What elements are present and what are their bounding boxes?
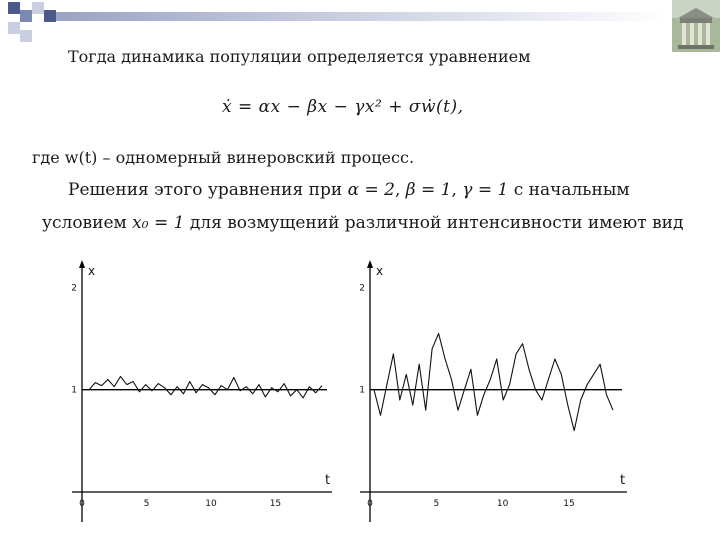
x-tick-label: 15 xyxy=(269,499,282,509)
x-axis-label: t xyxy=(620,473,626,488)
solution-plots xyxy=(0,255,720,540)
deco-square xyxy=(32,2,44,14)
solution-sentence-line1 xyxy=(68,180,630,200)
building-photo xyxy=(672,0,720,52)
x-tick-label: 10 xyxy=(496,499,509,509)
alpha-value: α = 2 xyxy=(347,180,395,200)
separator: , xyxy=(451,180,463,200)
y-tick-label: 1 xyxy=(359,385,365,396)
x-tick-label: 5 xyxy=(143,499,150,509)
separator: , xyxy=(394,180,406,200)
y-axis-arrow-icon xyxy=(79,260,85,268)
x-tick-label: 15 xyxy=(563,499,575,509)
wiener-definition: где w(t) – одномерный винеровский процесс. xyxy=(32,148,415,167)
y-tick-label: 2 xyxy=(71,283,77,294)
x-tick-label: 0 xyxy=(367,499,373,509)
x-axis-label: t xyxy=(325,473,331,488)
deco-square xyxy=(8,22,20,34)
intro-text: Тогда динамика популяции определяется уравнением xyxy=(68,47,531,66)
y-tick-label: 1 xyxy=(71,385,77,396)
deco-square xyxy=(8,2,20,14)
y-axis-label: x xyxy=(376,264,384,278)
deco-gradient-bar xyxy=(50,12,670,21)
x-tick-label: 10 xyxy=(205,499,217,509)
equation: ẋ = αx − βx − γx² + σẇ(t), xyxy=(222,97,464,117)
solution-trace xyxy=(374,334,613,431)
solution-text-part: с начальным xyxy=(508,180,630,200)
deco-square xyxy=(20,10,32,22)
y-axis-label: x xyxy=(88,264,96,278)
beta-value: β = 1 xyxy=(405,180,452,200)
y-axis-arrow-icon xyxy=(367,260,373,268)
solution-text-part: Решения этого уравнения при xyxy=(68,180,348,200)
y-tick-label: 2 xyxy=(359,283,365,294)
initial-condition: x₀ = 1 xyxy=(132,213,185,233)
condition-text-part: для возмущений различной интенсивности имеют вид xyxy=(184,213,684,233)
deco-square xyxy=(20,30,32,42)
solution-trace xyxy=(89,376,322,398)
x-tick-label: 5 xyxy=(433,499,440,509)
deco-square xyxy=(44,10,56,22)
condition-text-part: условием xyxy=(42,213,133,233)
solution-sentence-line2 xyxy=(42,213,683,233)
gamma-value: γ = 1 xyxy=(462,180,509,200)
x-tick-label: 0 xyxy=(79,499,85,509)
